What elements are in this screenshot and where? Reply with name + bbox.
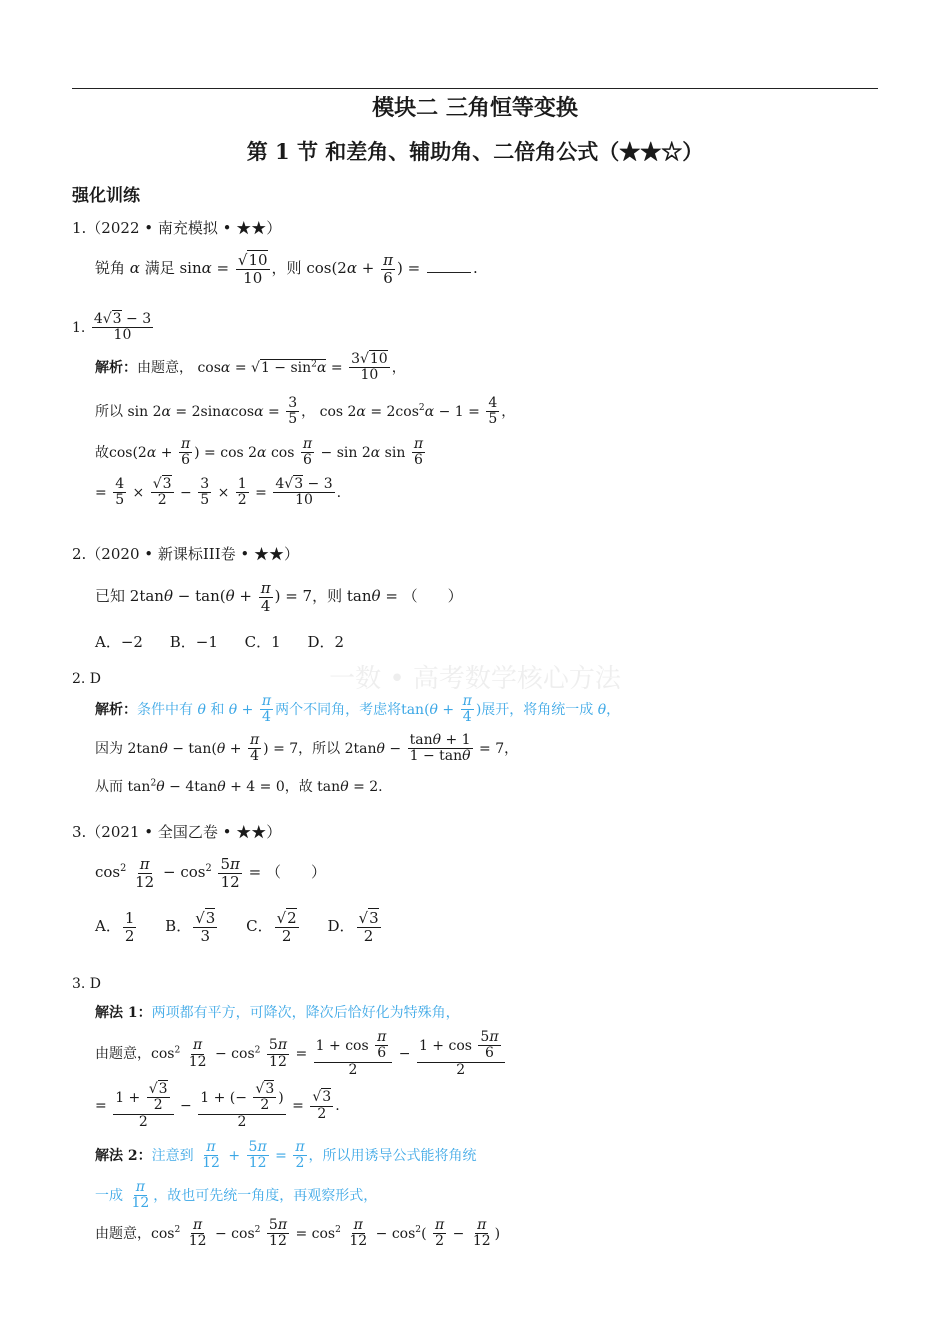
q2-solution-line-1: 因为 2tanθ − tan(θ + $\frac{\pi}{4}$ ) = 7，所以 2tanθ − $\frac{\tan\theta + 1}{1 - \tan\theta}$ = 7， [95,732,519,765]
q1-solution-line-1: 解析：由题意， $\cos\alpha = √1 - \sin^2\alpha$ = $\frac{3√10}{10}$ ， [95,351,406,384]
q3-option-b: B． $\frac{√3}{3}$ [165,909,216,945]
q3-stem: $\cos^2$ $\frac{\pi}{12}$ − $\cos^2$ $\frac{5\pi}{12}$ = （ ） [95,855,326,891]
q1-stem: 锐角 α 满足 sinα = $\frac{√10}{10}$ ，则 cos(2α + $\frac{\pi}{6}$ ) = . [95,251,478,287]
q3-option-c: C． $\frac{√2}{2}$ [246,909,297,945]
module-title: 模块二 三角恒等变换 [372,95,578,121]
top-rule [72,88,878,89]
q1-solution-line-4: = $\frac{4}{5}$ × $\frac{√3}{2}$ − $\frac{3}{5}$ × $\frac{1}{2}$ = $\frac{4√3 - 3}{10}$ . [95,476,342,509]
q2-option-d: D．2 [307,633,345,651]
q1-number: 1.（2022 • 南充模拟 • ★★） [72,219,282,237]
q2-stem: 已知 2tanθ − tan(θ + $\frac{\pi}{4}$ ) = 7，则 tanθ = （ ） [95,579,463,615]
q2-solution-line-2: 从而 $\tan^2\theta - 4\tan\theta + 4 = 0$，故 tanθ = 2. [95,778,383,795]
q3-answer: 3. D [72,976,102,992]
q3-method2-hint: 解法 2：注意到 $\frac{\pi}{12}$ + $\frac{5\pi}{12}$ = $\frac{\pi}{2}$ ，所以用诱导公式能将角统 [95,1139,477,1172]
q2-solution-hint: 解析：条件中有 θ 和 θ + $\frac{\pi}{4}$ 两个不同角，考虑将tan(θ + $\frac{\pi}{4}$ )展开，将角统一成 θ， [95,693,621,726]
q2-options [95,631,366,652]
q3-solution-line-1: 由题意，$\cos^2$ $\frac{\pi}{12}$ − $\cos^2$ $\frac{5\pi}{12}$ = 1 + cos $\frac{\pi}{6}$ 2 − 1 + cos $\frac{5\pi}{6}$ 2 [95,1030,507,1078]
q2-answer: 2. D [72,671,102,687]
q2-option-c: C．1 [244,633,281,651]
q3-method1-hint: 解法 1：两项都有平方，可降次，降次后恰好化为特殊角， [95,1005,460,1021]
q1-answer: 1. $\frac{4√3 - 3}{10}$ [72,311,152,344]
q2-option-a: A．−2 [95,633,143,651]
q3-option-d: D． $\frac{√3}{2}$ [327,909,379,945]
q3-solution-line-3: 由题意，$\cos^2$ $\frac{\pi}{12}$ − $\cos^2$ $\frac{5\pi}{12}$ = $\cos^2$ $\frac{\pi}{12}$ − $\cos^2$( $\frac{\pi}{2}$ − $\frac{\pi}{12}$ ) [95,1217,501,1250]
watermark: 一数 • 高考数学核心方法 [329,664,621,694]
q3-method2-hint-cont: 一成 $\frac{\pi}{12}$ ，故也可先统一角度，再观察形式， [95,1179,378,1212]
q1-solution-line-3: 故cos(2α + $\frac{\pi}{6}$ ) = cos 2α cos $\frac{\pi}{6}$ − sin 2α sin $\frac{\pi}{6}$ [95,436,424,469]
section-title: 第 1 节 和差角、辅助角、二倍角公式（★★☆） [246,139,704,164]
section-heading: 强化训练 [72,186,140,206]
answer-blank [427,272,471,273]
q2-number: 2.（2020 • 新课标III卷 • ★★） [72,545,300,563]
q1-solution-line-2: 所以 sin 2α = 2sinαcosα = $\frac{3}{5}$ ， $\cos 2\alpha = 2\cos^2\alpha - 1$ = $\frac{4}{5}$ ， [95,395,516,428]
q3-number: 3.（2021 • 全国乙卷 • ★★） [72,823,282,841]
q3-options [95,910,405,944]
q3-solution-line-2: = 1 + $\frac{√3}{2}$ 2 − 1 + (− $\frac{√3}{2}$ ) 2 = $\frac{√3}{2}$ . [95,1081,340,1130]
q2-option-b: B．−1 [169,633,218,651]
q3-option-a: A． $\frac{1}{2}$ [95,909,135,945]
